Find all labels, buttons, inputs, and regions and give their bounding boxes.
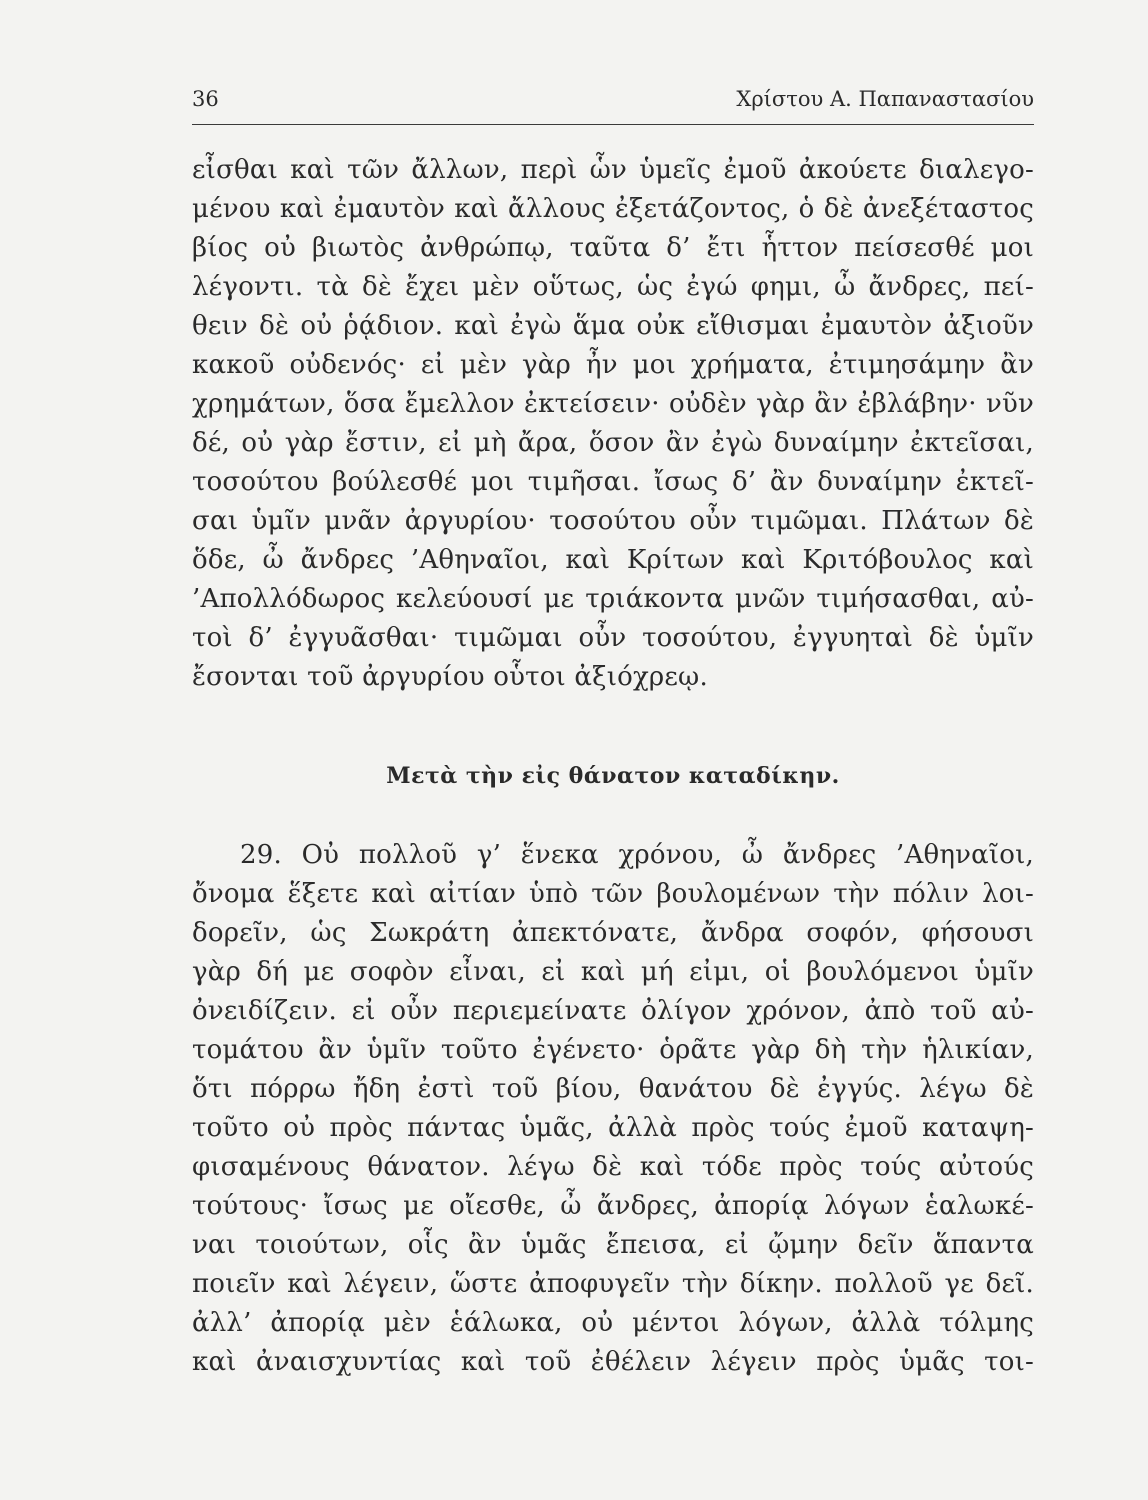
header-rule — [192, 124, 1034, 125]
text-line: τοῦτο οὐ πρὸς πάντας ὑμᾶς, ἀλλὰ πρὸς τούς ἐμοῦ καταψη- — [192, 1113, 1034, 1143]
text-line: χρημάτων, ὅσα ἔμελλον ἐκτείσειν· οὐδὲν γὰρ ἂν ἐβλάβην· νῦν — [192, 389, 1034, 419]
text-line: ὄνομα ἕξετε καὶ αἰτίαν ὑπὸ τῶν βουλομένων τὴν πόλιν λοι- — [192, 879, 1034, 909]
text-line: σαι ὑμῖν μνᾶν ἀργυρίου· τοσούτου οὖν τιμῶμαι. Πλάτων δὲ — [192, 506, 1034, 536]
text-line: ὅδε, ὦ ἄνδρες ’Αθηναῖοι, καὶ Κρίτων καὶ Κριτόβουλος καὶ — [192, 545, 1034, 575]
text-line: δορεῖν, ὡς Σωκράτη ἀπεκτόνατε, ἄνδρα σοφόν, φήσουσι — [192, 918, 1034, 948]
text-line: ὅτι πόρρω ἤδη ἐστὶ τοῦ βίου, θανάτου δὲ ἐγγύς. λέγω δὲ — [192, 1074, 1034, 1104]
text-line: κακοῦ οὐδενός· εἰ μὲν γὰρ ἦν μοι χρήματα, ἐτιμησάμην ἂν — [192, 350, 1034, 380]
text-line: τομάτου ἂν ὑμῖν τοῦτο ἐγένετο· ὁρᾶτε γὰρ δὴ τὴν ἡλικίαν, — [192, 1035, 1034, 1065]
text-line: γὰρ δή με σοφὸν εἶναι, εἰ καὶ μή εἰμι, οἱ βουλόμενοι ὑμῖν — [192, 957, 1034, 987]
text-line: καὶ ἀναισχυντίας καὶ τοῦ ἐθέλειν λέγειν πρὸς ὑμᾶς τοι- — [192, 1347, 1034, 1377]
text-line: φισαμένους θάνατον. λέγω δὲ καὶ τόδε πρὸς τούς αὐτούς — [192, 1152, 1034, 1182]
text-line: βίος οὐ βιωτὸς ἀνθρώπῳ, ταῦτα δ’ ἔτι ἧττον πείσεσθέ μοι — [192, 233, 1034, 263]
text-line: τοσούτου βούλεσθέ μοι τιμῆσαι. ἴσως δ’ ἂν δυναίμην ἐκτεῖ- — [192, 467, 1034, 497]
paragraph-2 — [192, 836, 1034, 1382]
text-line: ’Απολλόδωρος κελεύουσί με τριάκοντα μνῶν τιμήσασθαι, αὐ- — [192, 584, 1034, 614]
text-line: ναι τοιούτων, οἷς ἂν ὑμᾶς ἔπεισα, εἰ ᾤμην δεῖν ἅπαντα — [192, 1230, 1034, 1260]
text-line: ἀλλ’ ἀπορίᾳ μὲν ἑάλωκα, οὐ μέντοι λόγων, ἀλλὰ τόλμης — [192, 1308, 1034, 1338]
page-number: 36 — [192, 87, 219, 111]
text-line: ὀνειδίζειν. εἰ οὖν περιεμείνατε ὀλίγον χρόνον, ἀπὸ τοῦ αὐ- — [192, 996, 1034, 1026]
section-heading: Μετὰ τὴν εἰς θάνατον καταδίκην. — [386, 763, 840, 789]
text-line: δέ, οὐ γὰρ ἔστιν, εἰ μὴ ἄρα, ὅσον ἂν ἐγὼ δυναίμην ἐκτεῖσαι, — [192, 428, 1034, 458]
text-line: 29. Οὐ πολλοῦ γ’ ἕνεκα χρόνου, ὦ ἄνδρες ’Αθηναῖοι, — [240, 840, 1034, 870]
text-line: εἶσθαι καὶ τῶν ἄλλων, περὶ ὧν ὑμεῖς ἐμοῦ ἀκούετε διαλεγο- — [192, 155, 1034, 185]
text-line: ἔσονται τοῦ ἀργυρίου οὗτοι ἀξιόχρεῳ. — [192, 662, 708, 692]
text-line: τοὶ δ’ ἐγγυᾶσθαι· τιμῶμαι οὖν τοσούτου, ἐγγυηταὶ δὲ ὑμῖν — [192, 623, 1034, 653]
text-line: ποιεῖν καὶ λέγειν, ὥστε ἀποφυγεῖν τὴν δίκην. πολλοῦ γε δεῖ. — [192, 1269, 1034, 1299]
text-line: θειν δὲ οὐ ῥᾴδιον. καὶ ἐγὼ ἅμα οὐκ εἴθισμαι ἐμαυτὸν ἀξιοῦν — [192, 311, 1034, 341]
running-title: Χρίστου Α. Παπαναστασίου — [736, 87, 1034, 111]
text-line: τούτους· ἴσως με οἴεσθε, ὦ ἄνδρες, ἀπορίᾳ λόγων ἑαλωκέ- — [192, 1191, 1034, 1221]
text-line: μένου καὶ ἐμαυτὸν καὶ ἄλλους ἐξετάζοντος, ὁ δὲ ἀνεξέταστος — [192, 194, 1034, 224]
text-line: λέγοντι. τὰ δὲ ἔχει μὲν οὕτως, ὡς ἐγώ φημι, ὦ ἄνδρες, πεί- — [192, 272, 1034, 302]
paragraph-1 — [192, 151, 1034, 697]
page-header — [192, 84, 1034, 120]
